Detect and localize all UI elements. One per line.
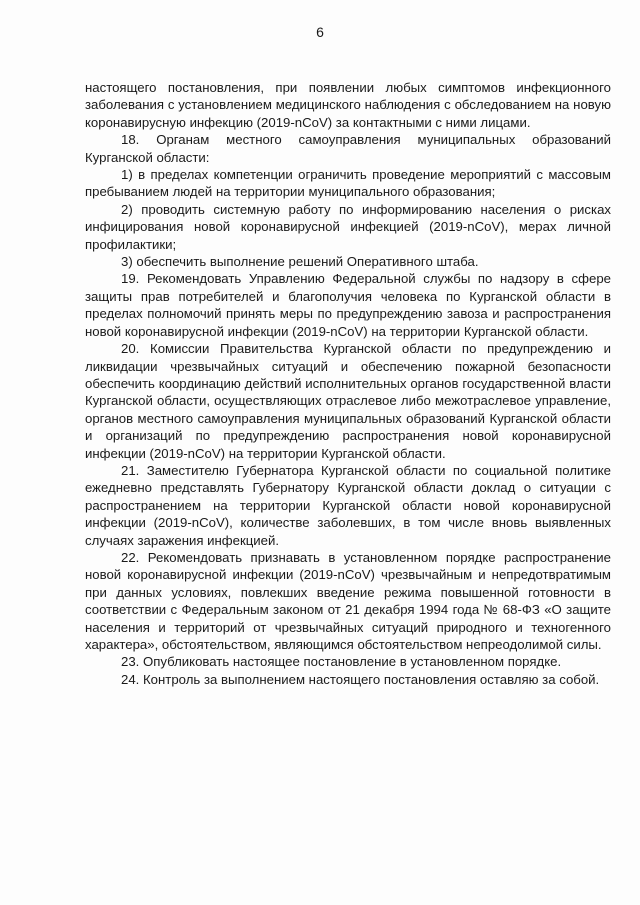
paragraph-item-19: 19. Рекомендовать Управлению Федеральной службы по надзору в сфере защиты прав потребителей и благополучия человека по Курганской области в пределах полномочий принять меры по предупреждению завоза и распространения новой коронавирусной инфекции (2019-nCoV) на территории Курганской области.: [85, 271, 611, 339]
document-body: [85, 79, 611, 688]
paragraph-item-18-2: 2) проводить системную работу по информированию населения о рисках инфицирования новой коронавирусной инфекцией (2019-nCoV), мерах личной профилактики;: [85, 201, 611, 252]
page-number: 6: [316, 24, 324, 40]
paragraph-item-18-3: 3) обеспечить выполнение решений Оперативного штаба.: [121, 254, 479, 270]
paragraph-item-18-1: 1) в пределах компетенции ограничить проведение мероприятий с массовым пребыванием людей на территории муниципального образования;: [85, 167, 611, 200]
paragraph-item-22: 22. Рекомендовать признавать в установленном порядке распространение новой коронавирусной инфекции (2019-nCoV) чрезвычайным и непредотвратимым при данных условиях, повлекших введение режима повышенной готовности в соответствии с Федеральным законом от 21 декабря 1994 года № 68-ФЗ «О защите населения и территорий от чрезвычайных ситуаций природного и техногенного характера», обстоятельством, являющимся обстоятельством непреодолимой силы.: [85, 549, 611, 652]
paragraph-item-23: 23. Опубликовать настоящее постановление в установленном порядке.: [121, 654, 562, 670]
paragraph-item-21: 21. Заместителю Губернатора Курганской области по социальной политике ежедневно представлять Губернатору Курганской области доклад о ситуации с распространением на территории Курганской области новой коронавирусной инфекции (2019-nCoV), количестве заболевших, в том числе вновь выявленных случаях заражения инфекцией.: [85, 462, 611, 548]
paragraph-item-24: 24. Контроль за выполнением настоящего постановления оставляю за собой.: [121, 671, 600, 687]
paragraph-continuation: настоящего постановления, при появлении любых симптомов инфекционного заболевания с установлением медицинского наблюдения с обследованием на новую коронавирусную инфекцию (2019-nCoV) за контактными с ними лицами.: [85, 80, 611, 130]
paragraph-item-20: 20. Комиссии Правительства Курганской области по предупреждению и ликвидации чрезвычайных ситуаций и обеспечению пожарной безопасности обеспечить координацию действий исполнительных органов государственной власти Курганской области, осуществляющих отраслевое либо межотраслевое управление, органов местного самоуправления муниципальных образований Курганской области и организаций по предупреждению распространения новой коронавирусной инфекции (2019-nCoV) на территории Курганской области.: [85, 341, 611, 461]
paragraph-item-18: 18. Органам местного самоуправления муниципальных образований Курганской области:: [85, 132, 611, 165]
